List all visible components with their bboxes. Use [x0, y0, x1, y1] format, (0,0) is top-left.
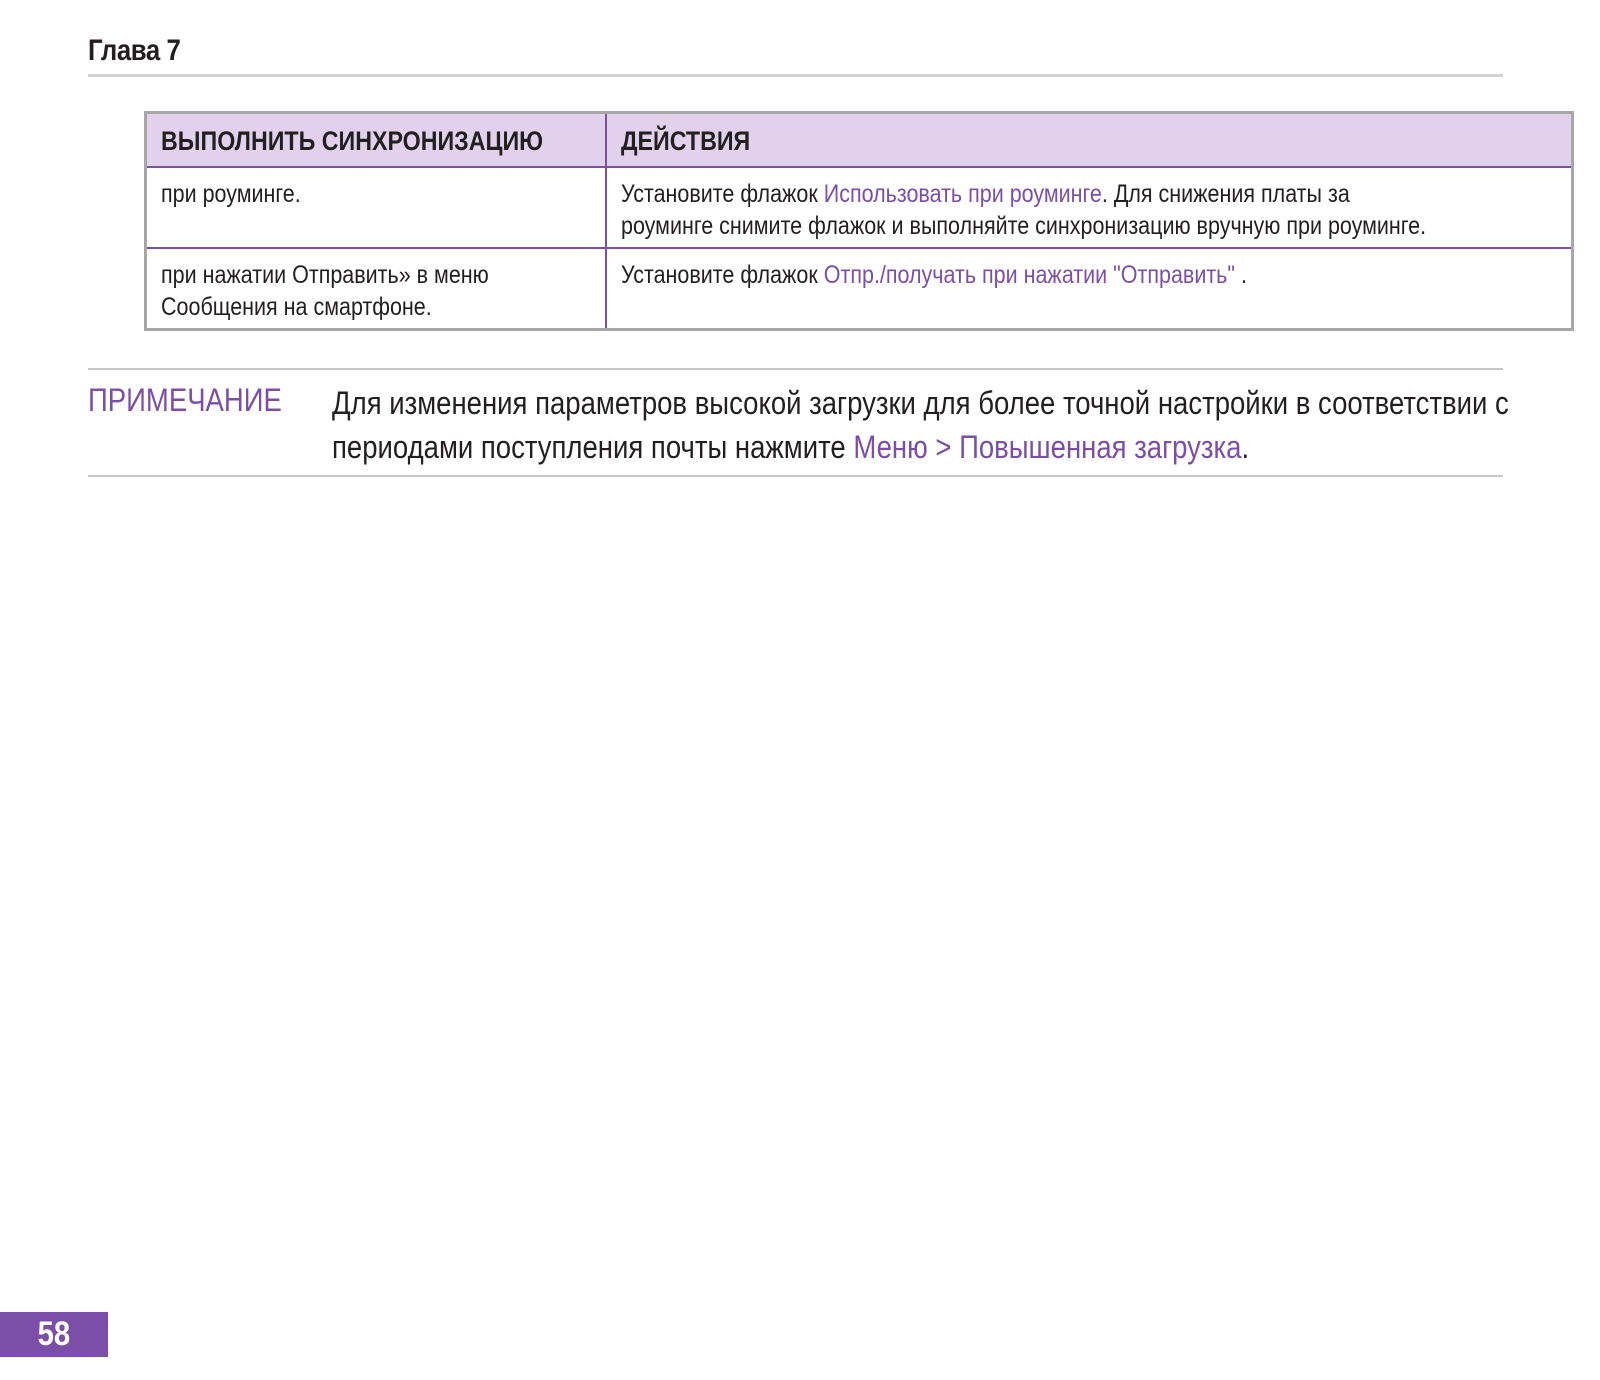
option-link[interactable]: Отпр./получать при нажатии "Отправить"	[824, 261, 1236, 289]
table-cell-action	[606, 248, 1573, 329]
condition-text: при роуминге.	[161, 180, 301, 208]
option-link[interactable]: Использовать при роуминге	[824, 180, 1103, 208]
action-line-1: Установите флажок Использовать при роуминге. Для снижения платы за	[621, 180, 1351, 208]
note-label: ПРИМЕЧАНИЕ	[88, 382, 282, 418]
column-header-actions: ДЕЙСТВИЯ	[606, 113, 1573, 168]
note-line-1: Для изменения параметров высокой загрузки для более точной настройки в соответствии с	[332, 385, 1509, 421]
table-cell-action	[606, 167, 1573, 248]
note-divider-top	[88, 368, 1503, 370]
menu-path-link[interactable]: Меню > Повышенная загрузка	[853, 429, 1242, 465]
action-line-2: роуминге снимите флажок и выполняйте синхронизацию вручную при роуминге.	[621, 212, 1427, 240]
table-row	[146, 248, 1573, 329]
column-header-sync: ВЫПОЛНИТЬ СИНХРОНИЗАЦИЮ	[146, 113, 607, 168]
note-line-2: периодами поступления почты нажмите Меню > Повышенная загрузка.	[332, 429, 1250, 465]
condition-line-1: при нажатии Отправить» в меню	[161, 261, 489, 289]
chapter-divider	[88, 74, 1503, 77]
table-cell-condition	[146, 167, 607, 248]
table-header-row	[146, 113, 1573, 168]
note-divider-bottom	[88, 475, 1503, 477]
action-line-1: Установите флажок Отпр./получать при нажатии "Отправить" .	[621, 261, 1248, 289]
table-row	[146, 167, 1573, 248]
page-number-badge: 58	[0, 1312, 108, 1357]
table-cell-condition	[146, 248, 607, 329]
sync-options-table	[144, 111, 1574, 331]
chapter-title: Глава 7	[88, 34, 181, 67]
condition-line-2: Сообщения на смартфоне.	[161, 293, 432, 321]
note-text	[332, 381, 1509, 469]
